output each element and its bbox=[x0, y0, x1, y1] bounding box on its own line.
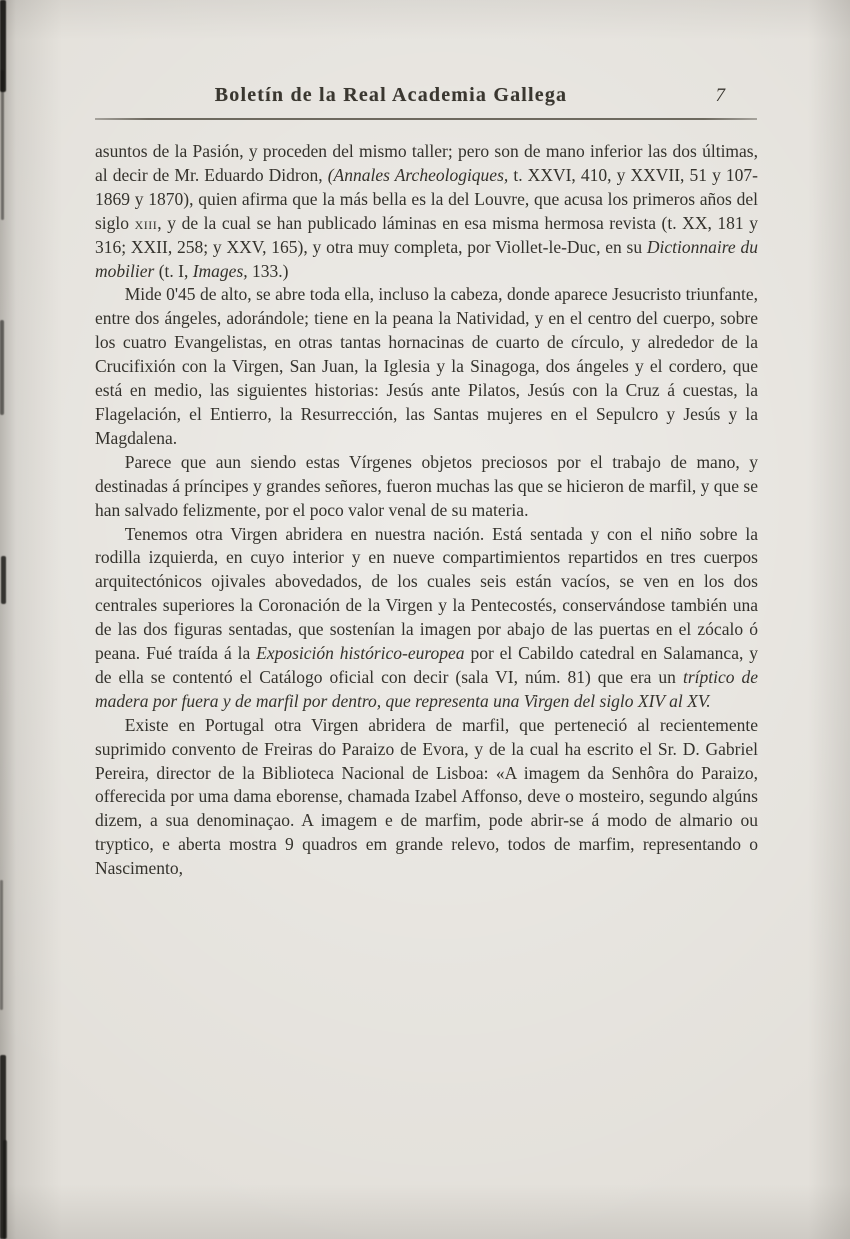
header-rule bbox=[95, 118, 757, 120]
journal-title: Boletín de la Real Academia Gallega bbox=[214, 84, 568, 106]
text-segment: Mide 0'45 de alto, se abre toda ella, incluso la cabeza, donde aparece Jesucristo triunfante, entre dos ángeles, adorándole; tiene en la peana la Natividad, y en el centro del cuerpo, sobre los cuatro Evangelistas, en otras tantas hornacinas de cuarto de círculo, y alrededor de la Crucifixión con la Virgen, San Juan, la Iglesia y la Sinagoga, dos ángeles y el cordero, que está en medio, las siguientes historias: Jesús ante Pilatos, Jesús con la Cruz á cuestas, la Flagelación, el Entierro, la Resurrección, las Santas mujeres en el Sepulcro y Jesús y la Magdalena. bbox=[95, 284, 758, 448]
text-segment: t. XXVI, 410, y XXVII, 51 y 107-1869 y 1870), quien afirma que la más bella es la del Louvre, que acusa los primeros años del siglo bbox=[95, 164, 758, 233]
paragraph bbox=[95, 140, 758, 283]
page-number: 7 bbox=[715, 85, 725, 106]
binding-mark bbox=[1, 556, 6, 604]
binding-mark bbox=[0, 320, 4, 415]
italic-text-segment: tríptico de madera por fuera y de marfil por dentro, que representa una Virgen del siglo XIV al XV. bbox=[95, 666, 759, 711]
paragraph bbox=[95, 283, 758, 450]
italic-text-segment: Exposición histórico-europea bbox=[256, 643, 465, 664]
paragraph bbox=[95, 523, 758, 714]
page-header bbox=[95, 84, 757, 114]
binding-mark bbox=[3, 1140, 7, 1239]
article-body bbox=[95, 140, 758, 881]
paragraph bbox=[95, 451, 758, 523]
paragraph bbox=[95, 714, 758, 881]
binding-mark bbox=[0, 880, 3, 1010]
text-segment: Parece que aun siendo estas Vírgenes objetos preciosos por el trabajo de mano, y destinadas á príncipes y grandes señores, fueron muchas las que se hicieron de marfil, y que se han salvado felizmente, por el poco valor venal de su materia. bbox=[95, 451, 758, 520]
text-segment: 133.) bbox=[247, 260, 289, 281]
binding-mark bbox=[1, 70, 4, 220]
italic-text-segment: (Annales Archeologiques, bbox=[327, 164, 509, 185]
text-segment: , y de la cual se han publicado láminas en esa misma hermosa revista (t. XX, 181 y 316; XXII, 258; y XXV, 165), y otra muy completa, por Viollet-le-Duc, en su bbox=[95, 212, 758, 257]
italic-text-segment: Dictionnaire du mobilier bbox=[95, 236, 758, 281]
text-segment: (t. I, bbox=[154, 260, 193, 281]
text-segment: Tenemos otra Virgen abridera en nuestra nación. Está sentada y con el niño sobre la rodilla izquierda, en cuyo interior y en nueve compartimientos repartidos en tres cuerpos arquitectónicos ojivales abovedados, de los cuales seis están vacíos, se ven en los dos centrales superiores la Coronación de la Virgen y la Pentecostés, conservándose también una de las dos figuras sentadas, que sostenían la imagen por abajo de las puertas en el zócalo ó peana. Fué traída á la bbox=[95, 523, 758, 664]
italic-text-segment: Images, bbox=[192, 260, 248, 281]
text-segment: por el Cabildo catedral en Salamanca, y de ella se contentó el Catálogo oficial con decir (sala VI, núm. 81) que era un bbox=[95, 643, 758, 687]
smallcaps-text-segment: xiii bbox=[134, 212, 158, 233]
text-segment: Existe en Portugal otra Virgen abridera de marfil, que perteneció al recientemente suprimido convento de Freiras do Paraizo de Evora, y de la cual ha escrito el Sr. D. Gabriel Pereira, director de la Biblioteca Nacional de Lisboa: «A imagem da Senhôra do Paraizo, offerecida por uma dama eborense, chamada Izabel Affonso, deve o mosteiro, segundo algúns dizem, a sua denominaçao. A imagem e de marfim, pode abrir-se á modo de almario ou tryptico, e aberta mostra 9 quadros em grande relevo, todos de marfim, representando o Nascimento, bbox=[95, 714, 758, 879]
text-segment: asuntos de la Pasión, y proceden del mismo taller; pero son de mano inferior las dos últimas, al decir de Mr. Eduardo Didron, bbox=[95, 141, 758, 185]
